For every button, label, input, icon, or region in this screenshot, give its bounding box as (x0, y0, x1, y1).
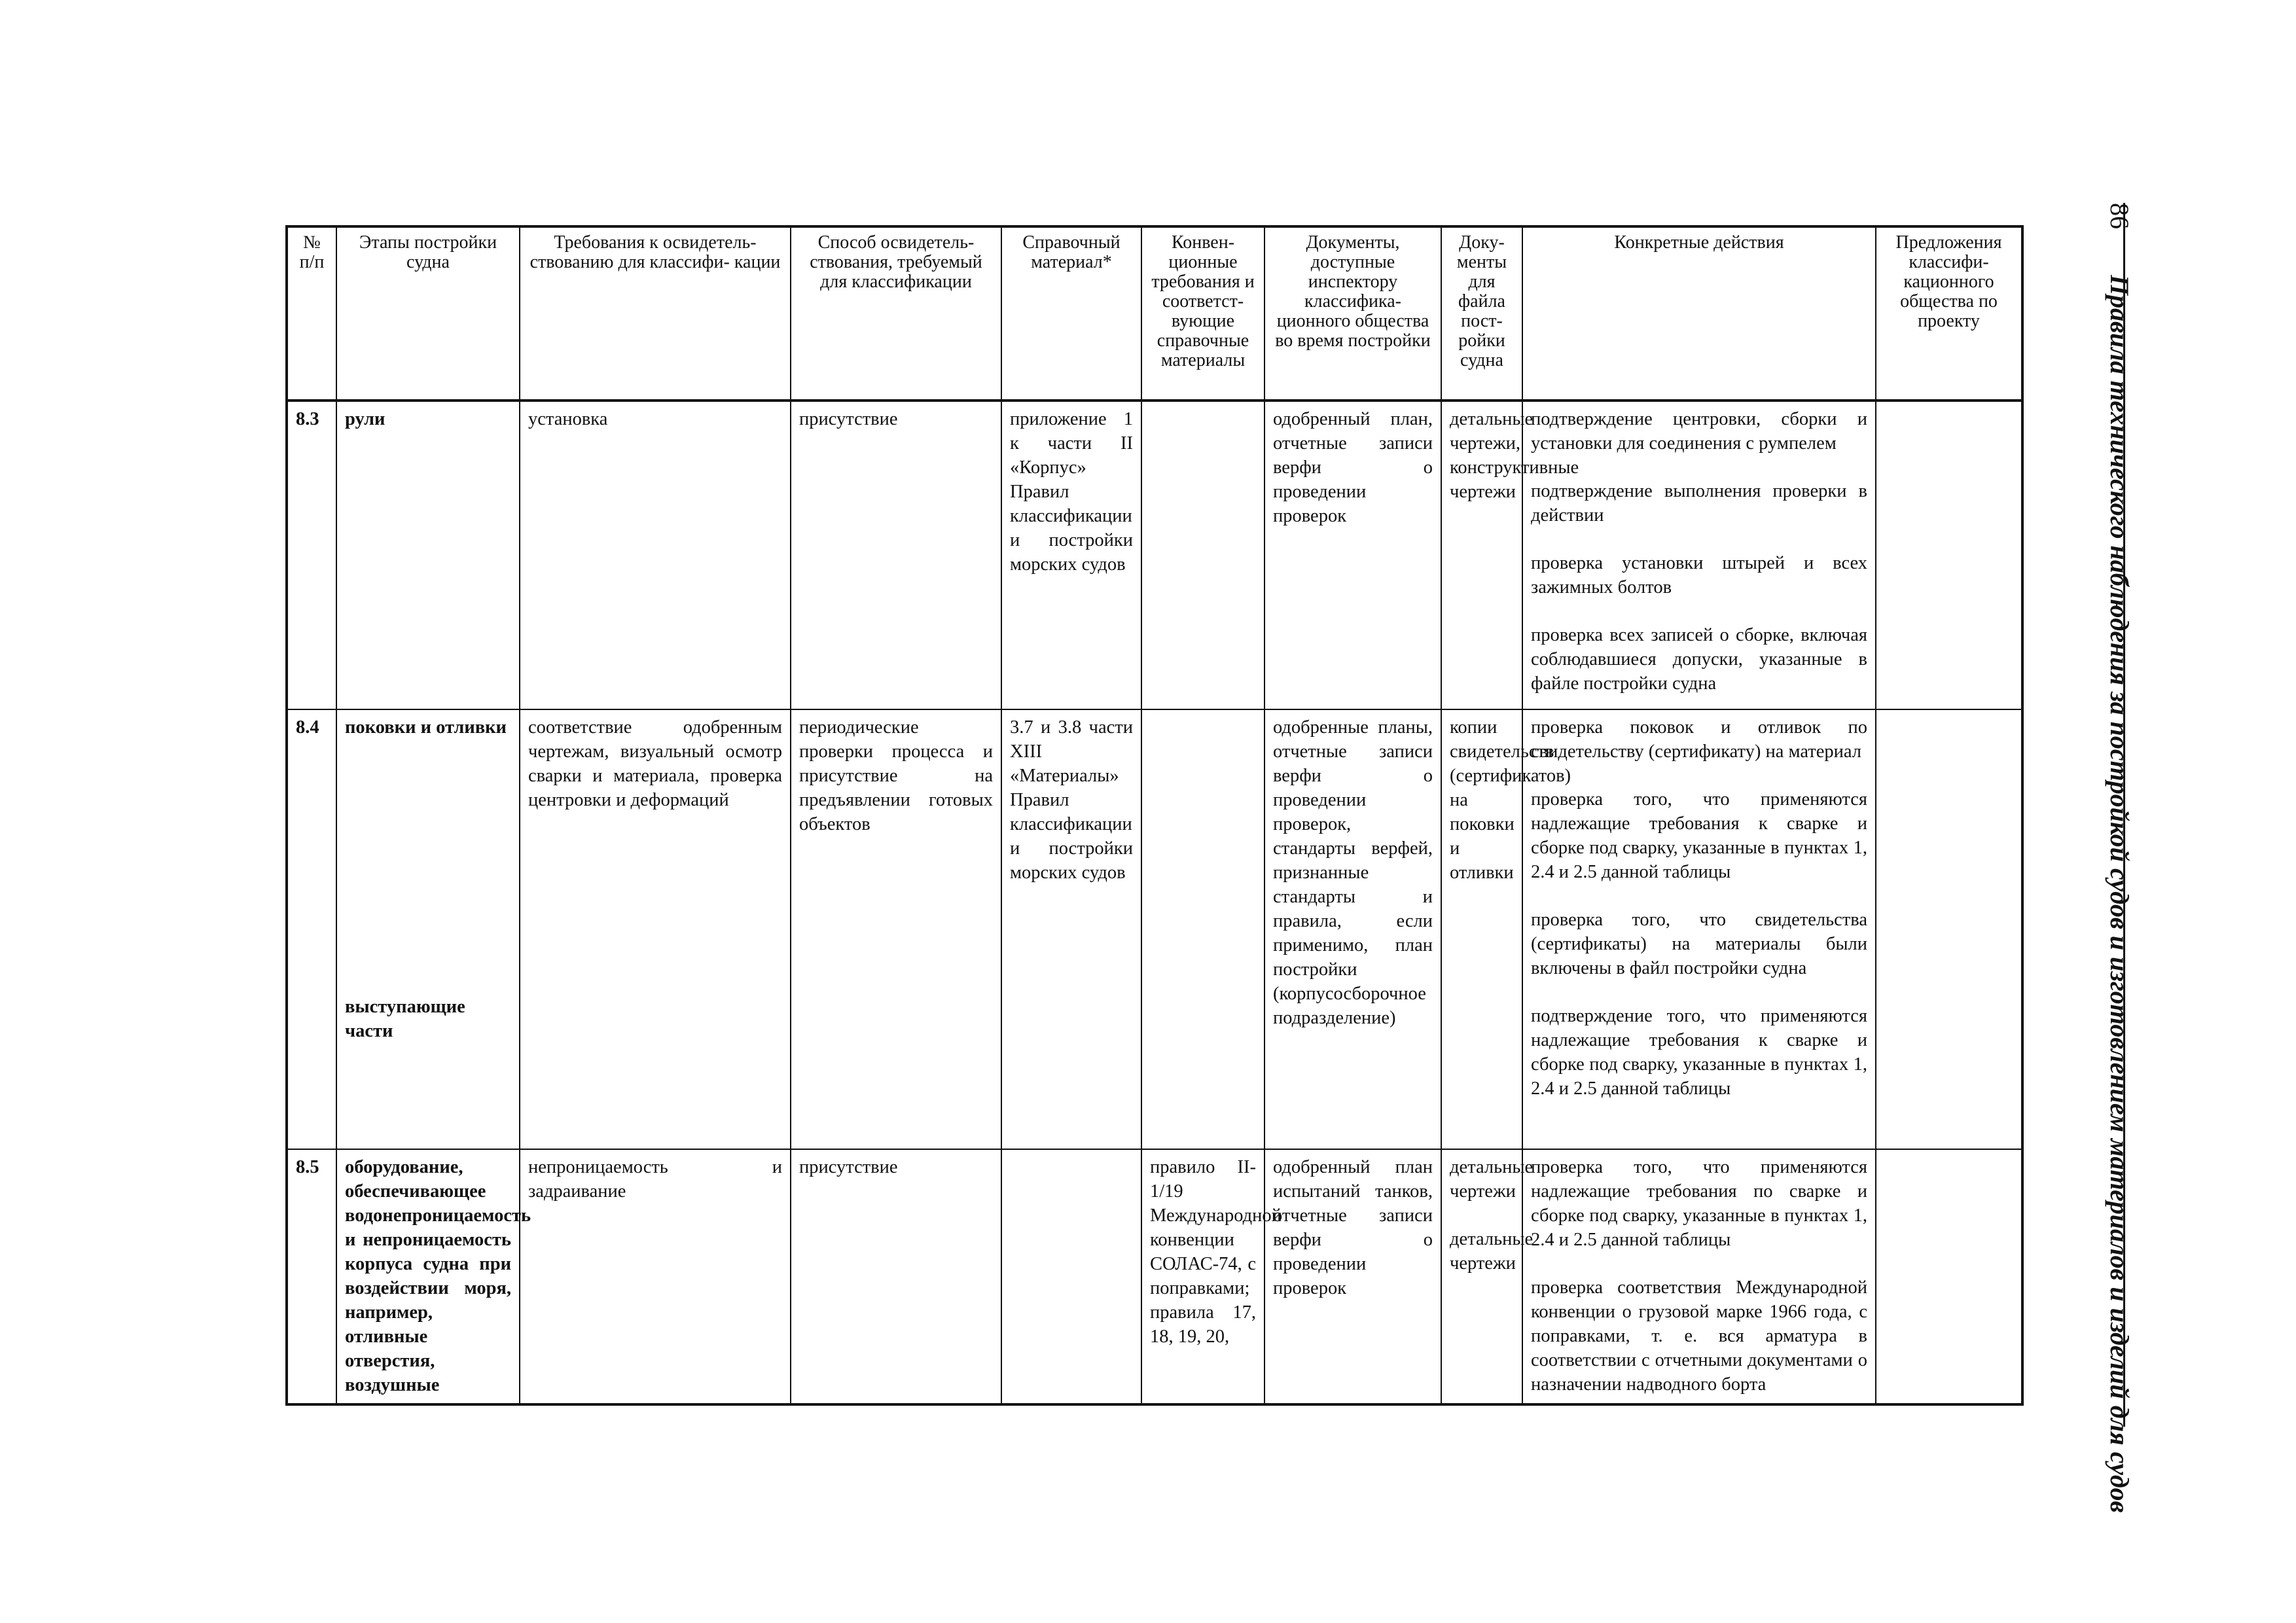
row-requirements: соответствие одобренным чертежам, визуальный осмотр сварки и материала, проверка центровки и деформаций (520, 709, 791, 1149)
row-method: присутствие (791, 401, 1001, 709)
row-convention: правило II-1/19 Международной конвенции СОЛАС-74, с поправками; правила 17, 18, 19, 20, (1141, 1149, 1265, 1404)
row-stage: оборудование, обеспечивающее водонепроницаемость и непроницаемость корпуса судна при воздействии моря, например, отливные отверстия, воздушные (336, 1149, 520, 1404)
header-num: № п/п (287, 226, 336, 401)
row-requirements: установка (520, 401, 791, 709)
header-actions: Конкретные действия (1522, 226, 1876, 401)
row-proposals (1876, 401, 2022, 709)
running-header (2102, 203, 2136, 1513)
header-requirements: Требования к освидетель- ствованию для классифи- кации (520, 226, 791, 401)
row-file-docs (1441, 1149, 1534, 1404)
row-actions (1522, 1149, 1876, 1404)
row-requirements: непроницаемость и задраивание (520, 1149, 791, 1404)
row-proposals (1876, 1149, 2022, 1404)
action-item: проверка установки штырей и всех зажимных болтов (1531, 553, 1867, 597)
header-documents: Документы, доступные инспектору классифика- ционного общества во время постройки (1265, 226, 1441, 401)
action-item: проверка того, что свидетельства (сертификаты) на материалы были включены в файл постройки судна (1531, 910, 1867, 978)
row-documents: одобренный план испытаний танков, отчетные записи верфи о проведении проверок (1265, 1149, 1441, 1404)
row-reference: приложение 1 к части II «Корпус» Правил классификации и постройки морских судов (1001, 401, 1141, 709)
header-file-docs: Доку- менты для файла пост- ройки судна (1441, 226, 1522, 401)
action-item: подтверждение того, что применяются надлежащие требования к сварке и сборке под сварку, указанные в пунктах 1, 2.4 и 2.5 данной таблицы (1531, 1006, 1867, 1099)
row-number: 8.4 (287, 709, 336, 1149)
row-file-docs: копии свидетельств (сертификатов) на поковки и отливки (1441, 709, 1522, 1149)
row-convention (1141, 709, 1265, 1149)
action-item: проверка поковок и отливок по свидетельству (сертификату) на материал (1531, 717, 1867, 762)
row-file-docs: детальные чертежи, конструктивные чертежи (1441, 401, 1522, 709)
row-actions (1522, 401, 1876, 709)
row-method: периодические проверки процесса и присутствие на предъявлении готовых объектов (791, 709, 1001, 1149)
table-row (287, 709, 2022, 1149)
row-documents: одобренные планы, отчетные записи верфи о проведении проверок, стандарты верфей, признанные стандарты и правила, если применимо, план постройки (корпусосборочное подразделение) (1265, 709, 1441, 1149)
action-item: подтверждение центровки, сборки и установки для соединения с румпелем (1531, 409, 1867, 454)
header-proposals: Предложения классифи- кационного общества по проекту (1876, 226, 2022, 401)
stage-label-secondary: выступающие части (345, 997, 465, 1041)
running-title: Правила технического наблюдения за постройкой судов и изготовлением материалов и изделий для судов (2105, 275, 2134, 1513)
inspection-table (285, 225, 2024, 1406)
stage-label: поковки и отливки (345, 717, 507, 738)
header-reference: Справочный материал* (1001, 226, 1141, 401)
file-doc-item: детальные чертежи (1450, 1229, 1534, 1274)
row-documents: одобренный план, отчетные записи верфи о проведении проверок (1265, 401, 1441, 709)
row-stage (336, 709, 520, 1149)
action-item: проверка того, что применяются надлежащие требования к сварке и сборке под сварку, указанные в пунктах 1, 2.4 и 2.5 данной таблицы (1531, 789, 1867, 882)
row-number: 8.3 (287, 401, 336, 709)
table-row (287, 401, 2022, 709)
action-item: проверка всех записей о сборке, включая соблюдавшиеся допуски, указанные в файле постройки судна (1531, 625, 1867, 694)
action-item: проверка соответствия Международной конвенции о грузовой марке 1966 года, с поправками, т. е. вся арматура в соответствии с отчетными документами о назначении надводного борта (1531, 1277, 1867, 1395)
table-row (287, 1149, 2022, 1404)
table-header-row (287, 226, 2022, 401)
row-number: 8.5 (287, 1149, 336, 1404)
row-method: присутствие (791, 1149, 1001, 1404)
action-item: подтверждение выполнения проверки в действии (1531, 481, 1867, 526)
row-stage: рули (336, 401, 520, 709)
row-proposals (1876, 709, 2022, 1149)
row-reference: 3.7 и 3.8 части XIII «Материалы» Правил классификации и постройки морских судов (1001, 709, 1141, 1149)
row-reference (1001, 1149, 1141, 1404)
header-method: Способ освидетель- ствования, требуемый для классификации (791, 226, 1001, 401)
page-number: 86 (2105, 203, 2134, 229)
row-convention (1141, 401, 1265, 709)
header-stage: Этапы постройки судна (336, 226, 520, 401)
action-item: проверка того, что применяются надлежащие требования по сварке и сборке под сварку, указанные в пунктах 1, 2.4 и 2.5 данной таблицы (1531, 1157, 1867, 1250)
header-convention: Конвен- ционные требования и соответст- вующие справочные материалы (1141, 226, 1265, 401)
file-doc-item: детальные чертежи (1450, 1157, 1534, 1202)
row-actions (1522, 709, 1876, 1149)
